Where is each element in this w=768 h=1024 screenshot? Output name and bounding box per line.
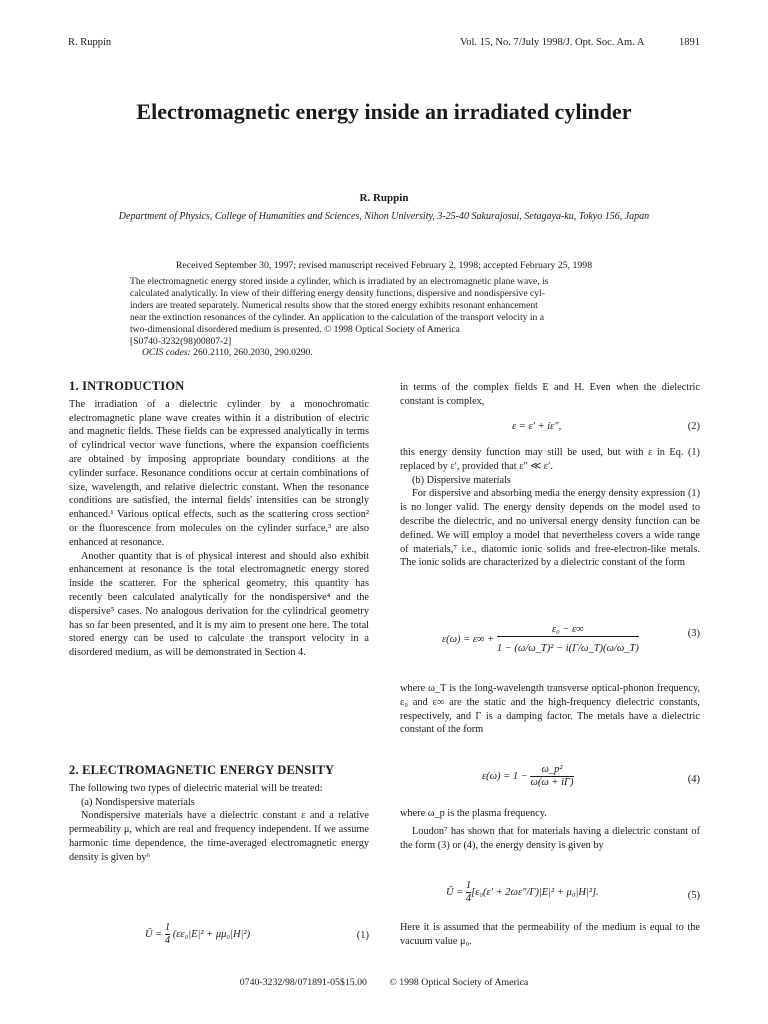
abstract — [130, 276, 642, 359]
running-author: R. Ruppin — [68, 37, 112, 48]
eq3-lhs: ε(ω) = ε∞ + — [442, 633, 497, 645]
sec2-item-a: (a) Nondispersive materials — [81, 796, 195, 808]
equation-4 — [400, 764, 700, 798]
left-column-top — [69, 380, 369, 660]
footer-copyright: © 1998 Optical Society of America — [389, 977, 529, 988]
eq5-numerator: 1 — [465, 880, 472, 891]
paper-title: Electromagnetic energy inside an irradiated cylinder — [136, 99, 632, 124]
ocis-label: OCIS codes: — [142, 347, 191, 359]
abstract-line: near the extinction resonances of the cylinder. An application to the calculation of the transport velocity in a — [130, 311, 544, 323]
footer-code: 0740-3232/98/071891-05$15.00 — [239, 977, 367, 988]
eq3-numerator: ε₀ − ε∞ — [551, 624, 584, 635]
equation-5 — [400, 880, 700, 914]
eq5-denominator: 4 — [465, 893, 472, 904]
equation-1 — [69, 922, 369, 950]
eq4-lhs: ε(ω) = 1 − — [482, 770, 531, 782]
eq3-number: (3) — [687, 628, 700, 639]
affiliation: Department of Physics, College of Humanities and Sciences, Nihon University, 3-25-40 Sakurajosui, Setagaya-ku, Tokyo 156, Japan — [118, 211, 650, 222]
eq5-rhs: [ε₀(ε′ + 2ωε″/Γ)|E|² + μ₀|H|²]. — [471, 886, 599, 898]
right-paragraph-5: where ω_p is the plasma frequency. — [400, 808, 547, 819]
section-2-heading: 2. ELECTROMAGNETIC ENERGY DENSITY — [69, 763, 335, 777]
abstract-line: two-dimensional disordered medium is presented. © 1998 Optical Society of America — [130, 323, 460, 335]
eq3-denominator: 1 − (ω/ω_T)² − i(Γ/ω_T)(ω/ω_T) — [497, 636, 639, 655]
equation-3 — [400, 618, 700, 666]
eq2-expression: ε = ε′ + iε″, — [512, 421, 562, 432]
eq5-lhs: Ū = — [446, 886, 466, 898]
intro-paragraph-1: The irradiation of a dielectric cylinder by a monochromatic electromagnetic plane wave creates within it a distribution of electric and magnetic fields. These fields can be expressed analytically in terms of cylindrical vector wave functions, where the expansion coefficients are obtained by imposing appropriate boundary conditions at the cylinder surface. Resonance conditions occur at certain combinations of size, wavelength, and relative dielectric constant. When the resonance conditions are satisfied, the internal fields' intensities can be strongly enhanced.¹ Various optical effects, such as the scattering cross section² or the fluorescence from molecules on the cylinder surface,³ are also enhanced at resonance. — [69, 398, 369, 548]
page-footer — [0, 977, 768, 988]
abstract-line: inders are treated separately. Numerical results show that the stored energy exhibits resonant enhancement — [130, 299, 538, 311]
eq5-number: (5) — [687, 890, 700, 901]
right-column-p1 — [400, 381, 700, 409]
abstract-line: [S0740-3232(98)00807-2] — [130, 335, 232, 347]
journal-citation: Vol. 15, No. 7/July 1998/J. Opt. Soc. Am. A — [460, 37, 645, 48]
right-paragraph-7: Here it is assumed that the permeability of the medium is equal to the vacuum value μ₀. — [400, 922, 700, 947]
right-paragraph-6: Loudon⁷ has shown that for materials having a dielectric constant of the form (3) or (4), the energy density is given by — [400, 825, 700, 851]
right-paragraph-4: where ω_T is the long-wavelength transverse optical-phonon frequency, ε₀ and ε∞ are the static and the high-frequency dielectric constants, respectively, and Γ is a damping factor. The metals have a dielectric constant of the form — [400, 683, 700, 736]
intro-paragraph-2: Another quantity that is of physical interest and should also exhibit enhancement at resonance is the total electromagnetic energy stored inside the scatterer. For the spherical geometry, this quantity has recently been calculated analytically for the nondispersive⁴ and the dispersive⁵ cases. No analogous derivation for the cylindrical geometry has so far been presented, and it is my aim to present one here. The total stored energy can be used to calculate the transport velocity in a disordered medium, as will be demonstrated in Section 4. — [69, 550, 369, 659]
equation-2 — [400, 421, 700, 437]
eq4-fraction — [530, 764, 573, 789]
ocis-values: 260.2110, 260.2030, 290.0290. — [193, 347, 313, 359]
eq4-number: (4) — [687, 774, 700, 785]
right-column-p5 — [400, 807, 700, 852]
ocis-codes — [130, 347, 642, 359]
right-column-p7 — [400, 921, 700, 949]
eq1-rhs: (εε₀|E|² + μμ₀|H|²) — [170, 928, 251, 940]
page-number: 1891 — [679, 37, 700, 48]
sec2-item-b: (b) Dispersive materials — [412, 474, 511, 486]
eq4-denominator: ω(ω + iΓ) — [530, 777, 574, 788]
abstract-line: calculated analytically. In view of their differing energy density functions, dispersive and nondispersive cyl- — [130, 287, 545, 299]
eq2-number: (2) — [687, 421, 700, 432]
sec2-paragraph-2: Nondispersive materials have a dielectric constant ε and a relative permeability μ, which are real and frequency independent. If we assume harmonic time dependence, the time-averaged electromagnetic energy density is given by⁶ — [69, 810, 369, 863]
left-column-bottom — [69, 764, 369, 865]
right-paragraph-2: this energy density function may still be used, but with ε in Eq. (1) replaced by ε′, provided that ε″ ≪ ε′. — [400, 447, 700, 472]
received-dates: Received September 30, 1997; revised manuscript received February 2, 1998; accepted February 25, 1998 — [175, 260, 593, 271]
sec2-paragraph-1: The following two types of dielectric material will be treated: — [69, 782, 323, 794]
section-1-heading: 1. INTRODUCTION — [69, 379, 185, 393]
abstract-line: The electromagnetic energy stored inside a cylinder, which is irradiated by an electromagnetic plane wave, is — [130, 276, 549, 287]
eq4-numerator: ω_p² — [541, 764, 563, 775]
eq1-lhs: Ū = — [145, 928, 165, 940]
eq1-denominator: 4 — [164, 935, 171, 946]
right-column-p2 — [400, 446, 700, 570]
eq1-number: (1) — [356, 930, 369, 941]
eq3-fraction — [497, 624, 639, 655]
author-name: R. Ruppin — [359, 192, 409, 204]
right-column-p4 — [400, 682, 700, 737]
right-paragraph-1: in terms of the complex fields E and H. Even when the dielectric constant is complex, — [400, 382, 700, 407]
right-paragraph-3: For dispersive and absorbing media the energy density expression (1) is no longer valid. The energy density depends on the model used to describe the dielectric, and no universal energy density function can be defined. We will employ a model that nevertheless covers a wide range of materials,⁷ i.e., diatomic ionic solids and free-electron-like metals. The ionic solids are characterized by a dielectric constant of the form — [400, 488, 700, 569]
eq1-numerator: 1 — [164, 922, 171, 933]
